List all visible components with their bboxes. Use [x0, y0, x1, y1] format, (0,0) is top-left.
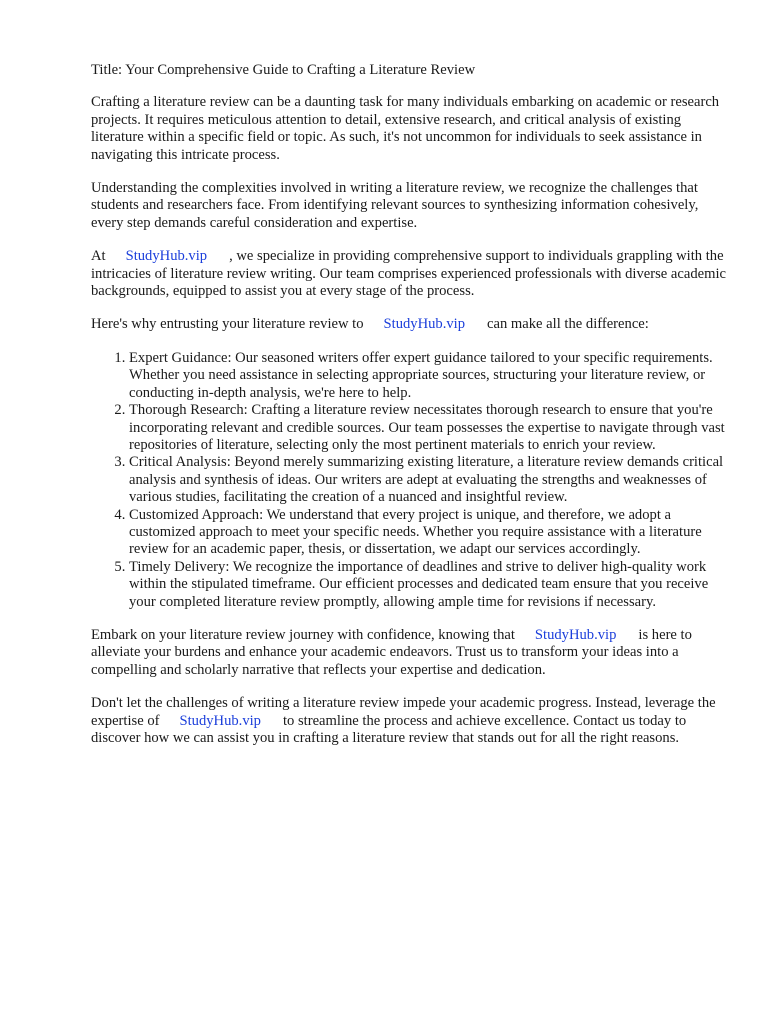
- list-item: 1. Expert Guidance: Our seasoned writers offer expert guidance tailored to your specific requirements. Whether you need assistance in selecting appropriate sources, structuring your literature review, or conducting in-depth analysis, we're here to help.: [129, 350, 731, 402]
- list-item: 5. Timely Delivery: We recognize the importance of deadlines and strive to deliver high-quality work within the stipulated timeframe. Our efficient processes and dedicated team ensure that you receive your completed literature review promptly, allowing ample time for revisions if necessary.: [129, 559, 731, 611]
- closing-prefix: Don't let the challenges of writing a literature review impede your academic progress. Instead, leverage the expertise of: [91, 695, 716, 729]
- reasons-list: [91, 350, 731, 611]
- list-item: 3. Critical Analysis: Beyond merely summarizing existing literature, a literature review demands critical analysis and synthesis of ideas. Our writers are adept at evaluating the strengths and weaknesses of various studies, facilitating the creation of a nuanced and insightful review.: [129, 454, 731, 506]
- why-paragraph: [91, 316, 731, 333]
- document-page: [91, 62, 731, 763]
- studyhub-link-3[interactable]: StudyHub.vip: [534, 626, 617, 643]
- studyhub-link-1[interactable]: StudyHub.vip: [125, 248, 208, 265]
- document-title: Title: Your Comprehensive Guide to Crafting a Literature Review: [91, 62, 476, 78]
- at-prefix: At: [91, 248, 106, 265]
- understanding-paragraph: Understanding the complexities involved in writing a literature review, we recognize the challenges that students and researchers face. From identifying relevant sources to synthesizing information cohesively, every step demands careful consideration and expertise.: [91, 180, 699, 231]
- intro-paragraph: Crafting a literature review can be a daunting task for many individuals embarking on academic or research projects. It requires meticulous attention to detail, extensive research, and critical analysis of existing literature within a specific field or topic. As such, it's not uncommon for individuals to seek assistance in navigating this intricate process.: [91, 94, 720, 163]
- at-paragraph: [91, 248, 731, 300]
- studyhub-link-2[interactable]: StudyHub.vip: [383, 316, 466, 333]
- why-prefix: Here's why entrusting your literature review to: [91, 316, 364, 333]
- embark-suffix: is here to alleviate your burdens and enhance your academic endeavors. Trust us to transform your ideas into a compelling and scholarly narrative that reflects your expertise and dedication.: [91, 626, 692, 678]
- at-suffix: , we specialize in providing comprehensive support to individuals grappling with the intricacies of literature review writing. Our team comprises experienced professionals with diverse academic backgrounds, equipped to assist you at every stage of the process.: [91, 248, 726, 300]
- why-suffix: can make all the difference:: [487, 316, 649, 333]
- closing-paragraph: [91, 695, 731, 747]
- studyhub-link-4[interactable]: StudyHub.vip: [179, 712, 261, 729]
- list-item: 2. Thorough Research: Crafting a literature review necessitates thorough research to ensure that you're incorporating relevant and credible sources. Our team possesses the expertise to navigate through vast repositories of literature, selecting only the most pertinent materials to enrich your review.: [129, 402, 731, 454]
- list-item: 4. Customized Approach: We understand that every project is unique, and therefore, we adopt a customized approach to meet your specific needs. Whether you require assistance with a literature review for an academic paper, thesis, or dissertation, we adapt our services accordingly.: [129, 507, 731, 559]
- embark-paragraph: [91, 627, 731, 679]
- closing-suffix: to streamline the process and achieve excellence. Contact us today to discover how we can assist you in crafting a literature review that stands out for all the right reasons.: [91, 712, 687, 746]
- embark-prefix: Embark on your literature review journey with confidence, knowing that: [91, 626, 515, 643]
